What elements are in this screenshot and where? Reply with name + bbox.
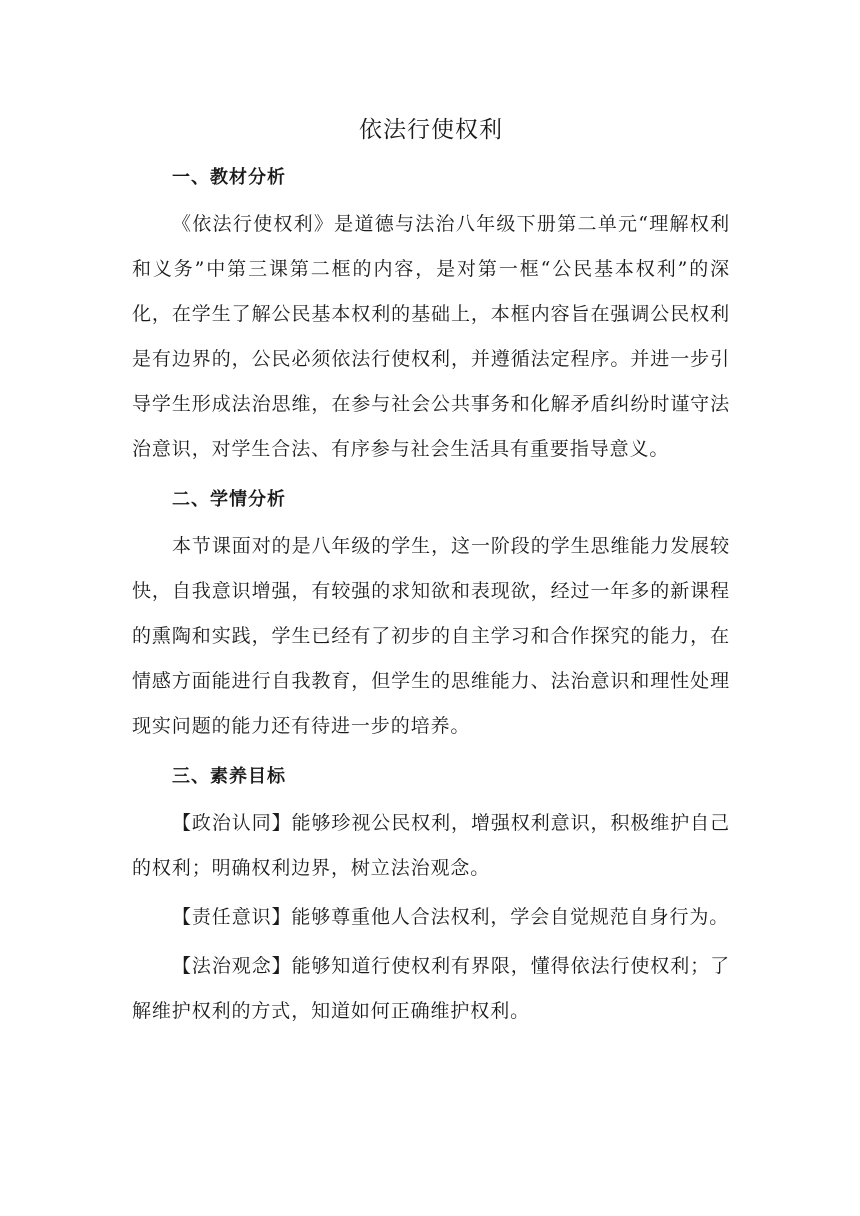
goal-text: 能够尊重他人合法权利，学会自觉规范自身行为。: [291, 906, 730, 928]
section-heading-textbook-analysis: 一、教材分析: [172, 167, 286, 188]
goal-sense-of-responsibility: [132, 895, 730, 940]
goal-label: 【政治认同】: [172, 812, 292, 834]
goal-label: 【责任意识】: [172, 906, 292, 928]
section-heading-learner-analysis: 二、学情分析: [172, 489, 286, 510]
paragraph-textbook-analysis: 《依法行使权利》是道德与法治八年级下册第二单元“理解权利和义务”中第三课第二框的内容，是对第一框“公民基本权利”的深化，在学生了解公民基本权利的基础上，本框内容旨在强调公民权利是有边界的，公民必须依法行使权利，并遵循法定程序。并进一步引导学生形成法治思维，在参与社会公共事务和化解矛盾纠纷时谨守法治意识，对学生合法、有序参与社会生活具有重要指导意义。: [132, 213, 730, 460]
goal-label: 【法治观念】: [172, 955, 292, 977]
section-heading-competency-goals: 三、素养目标: [172, 766, 286, 787]
document-page: [132, 108, 730, 1038]
paragraph-learner-analysis: 本节课面对的是八年级的学生，这一阶段的学生思维能力发展较快，自我意识增强，有较强的求知欲和表现欲，经过一年多的新课程的熏陶和实践，学生已经有了初步的自主学习和合作探究的能力，在情感方面能进行自我教育，但学生的思维能力、法治意识和理性处理现实问题的能力还有待进一步的培养。: [132, 535, 730, 737]
goal-political-identity: [132, 801, 730, 891]
goal-rule-of-law: [132, 944, 730, 1034]
document-title: 依法行使权利: [359, 117, 503, 143]
goal-text: 能够知道行使权利有界限，懂得依法行使权利；了解维护权利的方式，知道如何正确维护权利。: [132, 955, 730, 1022]
goal-text: 能够珍视公民权利，增强权利意识，积极维护自己的权利；明确权利边界，树立法治观念。: [132, 812, 730, 879]
